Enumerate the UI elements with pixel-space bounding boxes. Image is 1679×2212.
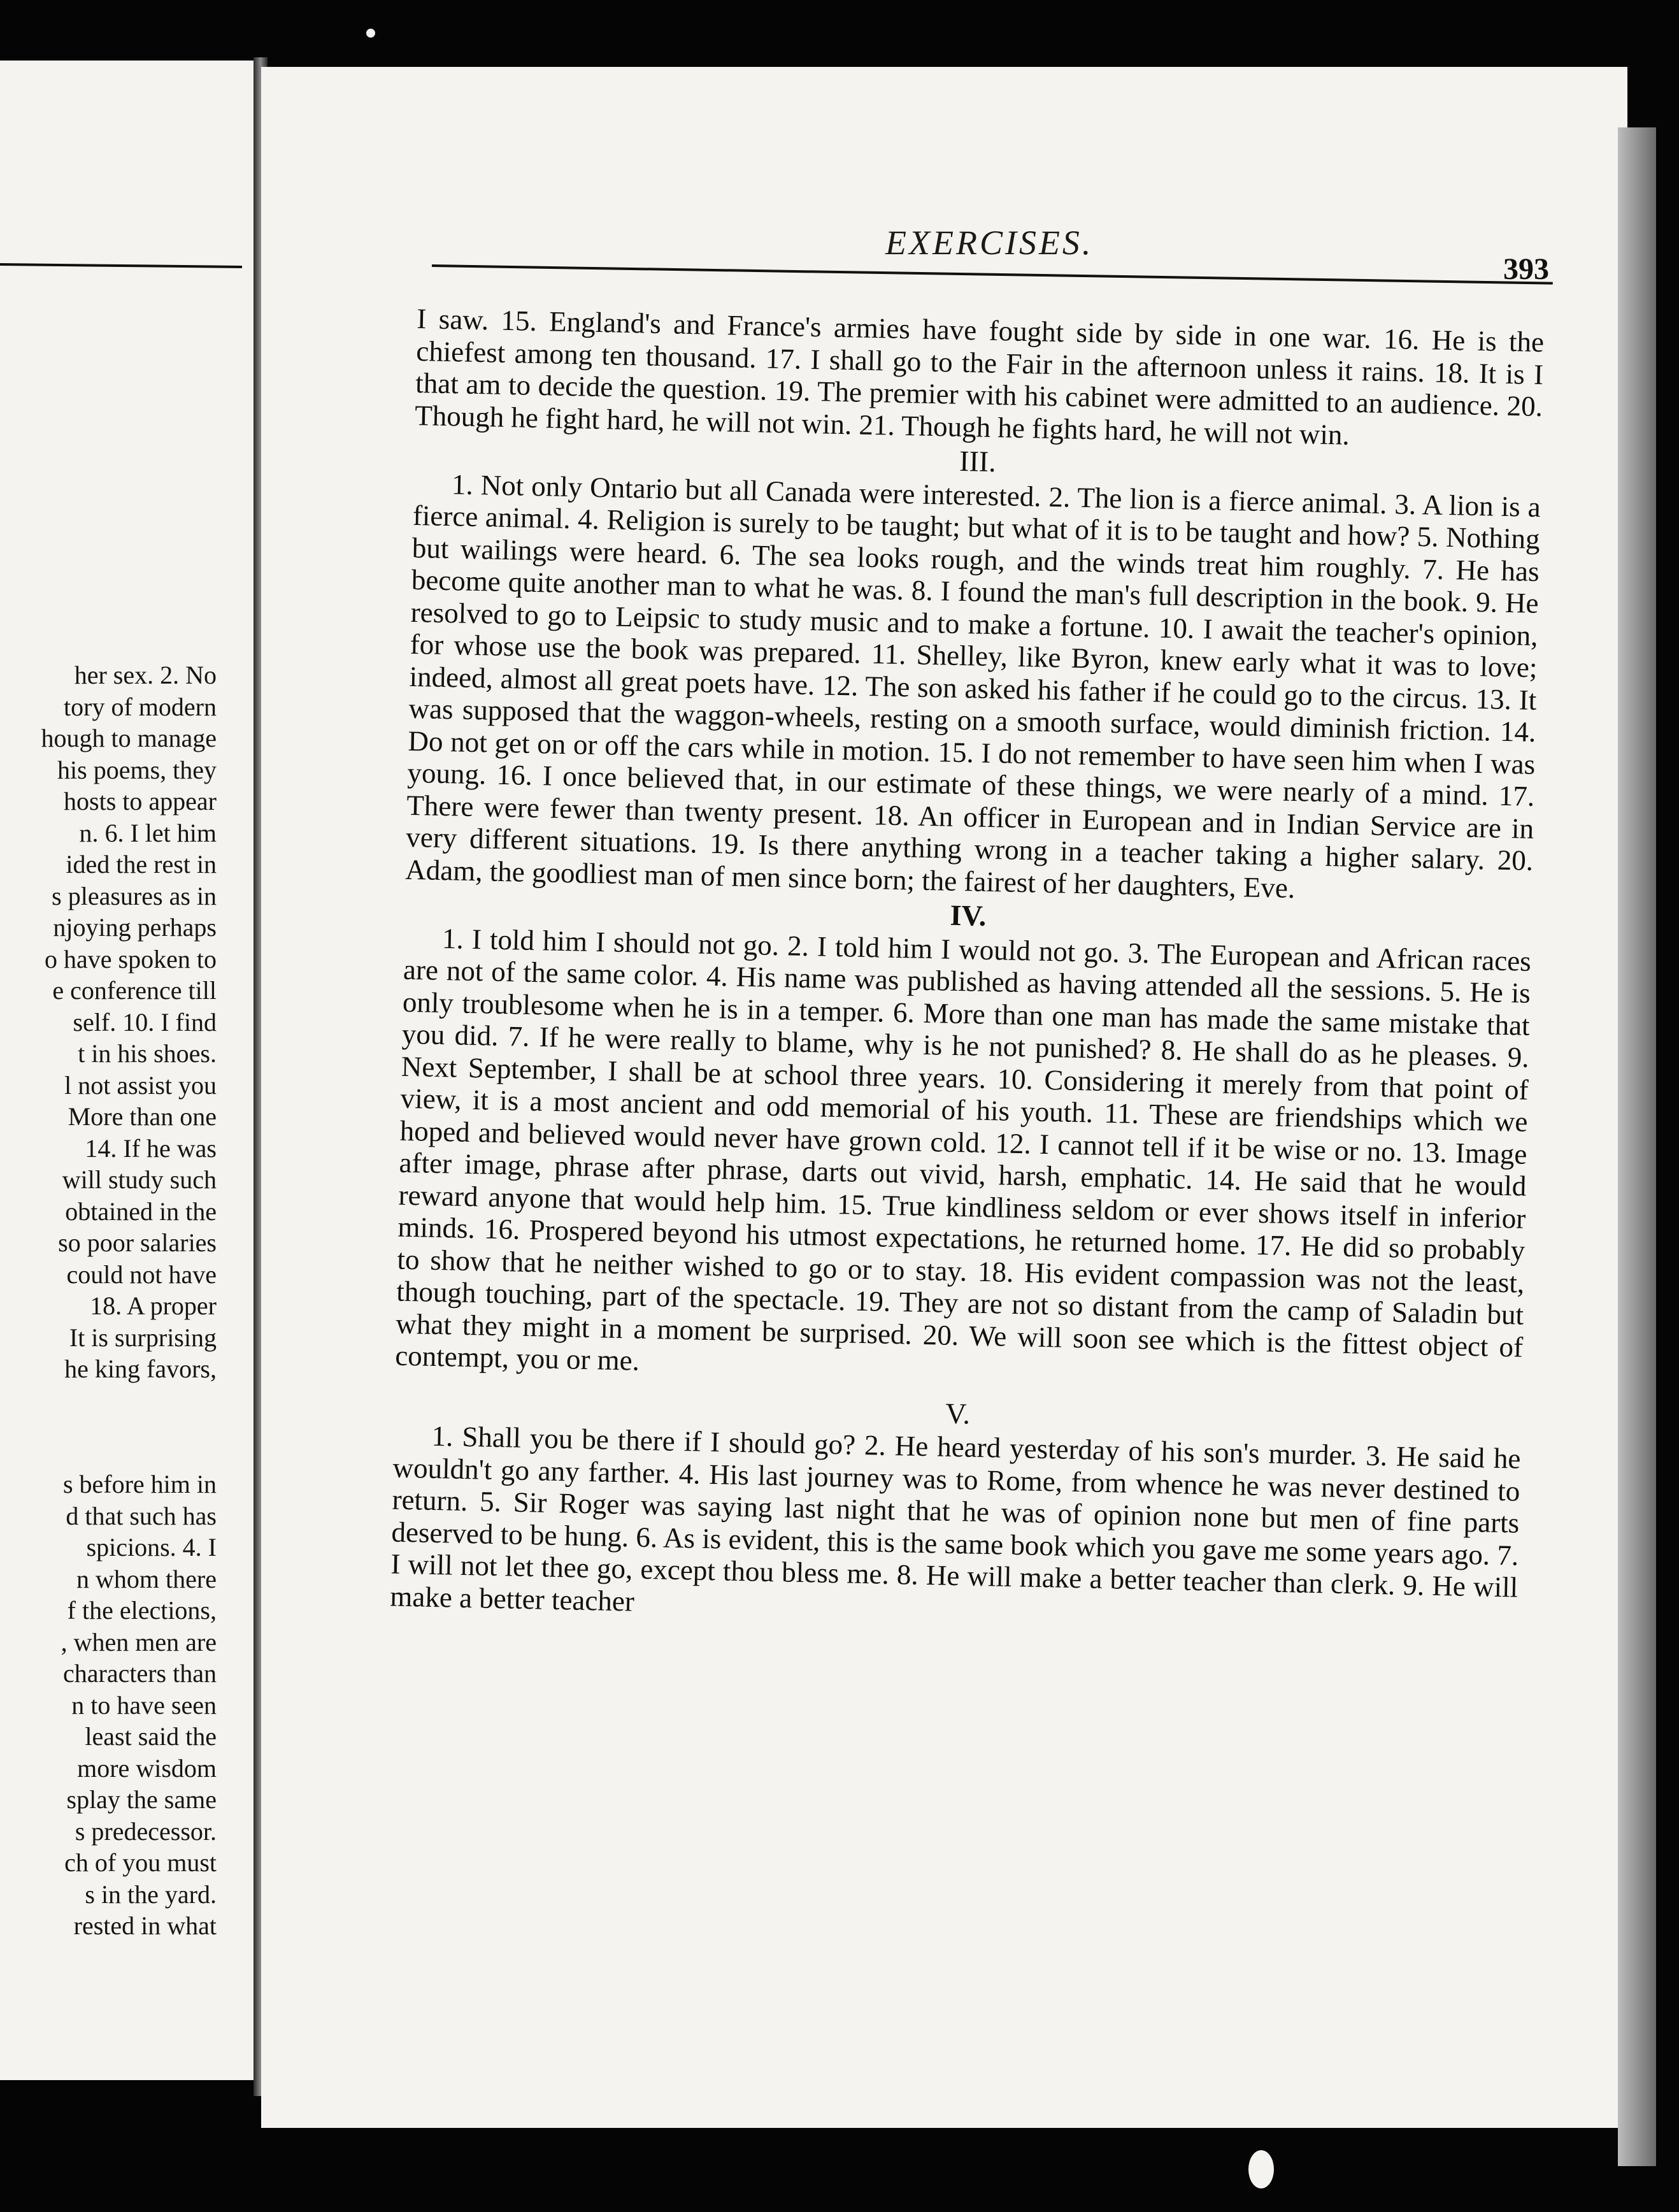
- left-page-line: o have spoken to: [45, 944, 217, 973]
- left-page-line: n to have seen: [71, 1690, 217, 1720]
- left-page-line: s pleasures as in: [52, 881, 217, 910]
- left-page-text-block-1: [0, 659, 255, 1385]
- left-page-line: s predecessor.: [75, 1816, 217, 1846]
- left-page-line: n. 6. I let him: [79, 818, 217, 847]
- left-page-line: s in the yard.: [85, 1879, 217, 1909]
- left-page-line: rested in what: [73, 1911, 217, 1940]
- left-page-line: njoying perhaps: [53, 913, 217, 942]
- section-ii-tail: I saw. 15. England's and France's armies have fought side by side in one war. 16. He is the chiefest among ten thousand. 17. I shall go to the Fair in the afternoon unless it rains. 18. It is I that am to decide the question. 19. The premier with his cabinet were admitted to an audience. 20. Though he fight hard, he will not win. 21. Though he fights hard, he will not win.: [414, 303, 1545, 451]
- left-page-line: 18. A proper: [90, 1291, 217, 1320]
- left-page-line: tory of modern: [64, 692, 217, 721]
- left-page-line: so poor salaries: [58, 1228, 217, 1257]
- left-page-line: obtained in the: [65, 1196, 217, 1226]
- left-page-line: least said the: [85, 1722, 217, 1751]
- exercise-text: [390, 303, 1545, 1636]
- section-heading-v: V.: [945, 1397, 971, 1430]
- left-page-line: e conference till: [52, 976, 217, 1005]
- left-page-line: he king favors,: [64, 1354, 217, 1383]
- running-head: EXERCISES.: [885, 224, 1094, 262]
- left-page-line: could not have: [66, 1260, 217, 1289]
- left-page-line: , when men are: [61, 1627, 217, 1656]
- left-page-line: d that such has: [66, 1501, 217, 1530]
- left-page-line: hosts to appear: [64, 787, 217, 815]
- left-page-line: f the elections,: [67, 1596, 217, 1625]
- paper-speck: [1248, 2150, 1274, 2188]
- left-page-line: spicions. 4. I: [86, 1533, 217, 1562]
- left-page-line: splay the same: [66, 1785, 217, 1814]
- section-v-text: 1. Shall you be there if I should go? 2. He heard yesterday of his son's murder. 3. He said he wouldn't go any farther. 4. His last journey was to Rome, from whence he was never destined to return. 5. Sir Roger was saying last night that he was of opinion none but men of fine parts deserved to be hung. 6. As is evident, this is the same book which you gave me some years ago. 7. I will not let thee go, except thou bless me. 8. He will make a better teacher than clerk. 9. He will make a better teacher: [389, 1419, 1521, 1618]
- page-edge-shadow: [1618, 127, 1656, 2166]
- section-heading-iv: IV.: [950, 898, 987, 932]
- left-page-line: more wisdom: [77, 1753, 217, 1783]
- left-page-line: n whom there: [76, 1564, 217, 1593]
- left-page-line: l not assist you: [64, 1070, 217, 1100]
- left-page-line: characters than: [63, 1659, 217, 1688]
- page-number: 393: [1503, 252, 1549, 286]
- left-page-text-block-2: [0, 1469, 255, 1942]
- section-iv-text: 1. I told him I should not go. 2. I told him I would not go. 3. The European and African races are not of the same color. 4. His name was published as having attended all the sessions. 5. He is only troublesome when he is in a temper. 6. More than one man has made the same mistake that you did. 7. If he were really to blame, why is he not punished? 8. He shall do as he pleases. 9. Next September, I shall be at school three years. 10. Considering it merely from that point of view, it is a most ancient and odd memorial of his youth. 11. These are friendships which we hoped and believed would never have grown cold. 12. I cannot tell if it be wise or no. 13. Image after image, phrase after phrase, darts out vivid, harsh, emphatic. 14. He said that he would reward anyone that would help him. 15. True kindliness seldom or ever shows itself in inferior minds. 16. Prospered beyond his utmost expectations, he returned home. 17. He did so probably to show that he neither wished to go or to stay. 18. His evident compassion was not the least, though touching, part of the spectacle. 19. They are not so distant from the camp of Saladin but what they might in a moment be surprised. 20. We will soon see which is the fittest object of contempt, you or me.: [394, 922, 1532, 1377]
- left-page-line: her sex. 2. No: [74, 661, 217, 689]
- left-page-line: 14. If he was: [85, 1133, 217, 1163]
- left-page-line: It is surprising: [69, 1323, 217, 1352]
- left-page-line: ided the rest in: [66, 850, 217, 879]
- left-page-line: s before him in: [62, 1470, 217, 1498]
- left-page-line: hough to manage: [41, 724, 217, 752]
- left-page-line: self. 10. I find: [73, 1007, 217, 1037]
- section-heading-iii: III.: [959, 444, 997, 478]
- left-page-line: his poems, they: [57, 755, 217, 784]
- section-iii-text: 1. Not only Ontario but all Canada were interested. 2. The lion is a fierce animal. 3. A lion is a fierce animal. 4. Religion is surely to be taught; but what of it is to be taught and how? 5. Nothing but wailings were heard. 6. The sea looks rough, and the winds treat him roughly. 7. He has become quite another man to what he was. 8. I found the man's full description in the book. 9. He resolved to go to Leipsic to study music and to make a fortune. 10. I await the teacher's opinion, for whose use the book was prepared. 11. Shelley, like Byron, knew early what it was to love; indeed, almost all great poets have. 12. The son asked his father if he could go to the circus. 13. It was supposed that the waggon-wheels, resting on a smooth surface, would diminish friction. 14. Do not get on or off the cars while in motion. 15. I do not remember to have seen him when I was young. 16. I once believed that, in our estimate of these things, we were nearly of a mind. 17. There were fewer than twenty present. 18. An officer in European and in Indian Service are in very different situations. 19. Is there anything wrong in a teacher taking a higher salary. 20. Adam, the goodliest man of men since born; the fairest of her daughters, Eve.: [404, 468, 1541, 904]
- left-page-line: ch of you must: [64, 1848, 217, 1877]
- left-page-line: t in his shoes.: [78, 1039, 217, 1068]
- left-page-line: More than one: [68, 1102, 217, 1131]
- left-page-line: will study such: [62, 1165, 217, 1194]
- paper-speck: [366, 29, 375, 38]
